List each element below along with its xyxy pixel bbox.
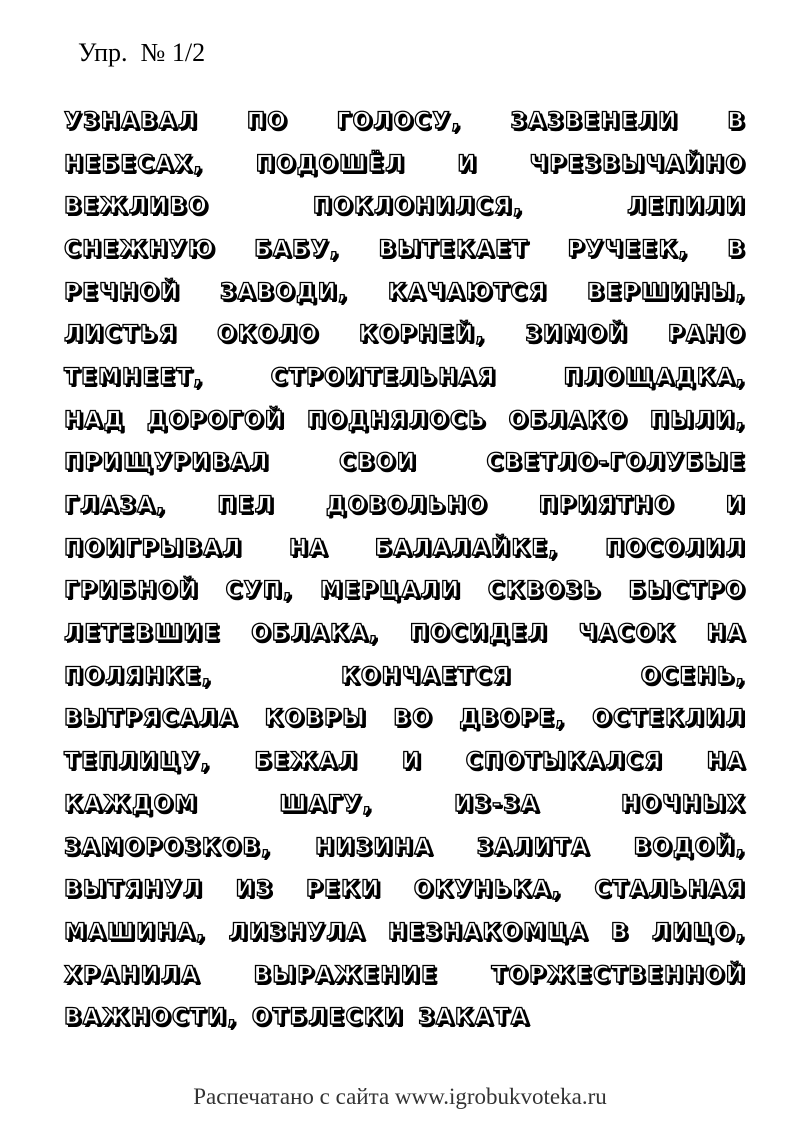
word: И — [401, 749, 423, 775]
word: БЫСТРО — [628, 578, 746, 604]
word: СПОТЫКАЛСЯ — [465, 749, 664, 775]
word: ПОСОЛИЛ — [605, 535, 746, 561]
word: ИЗ-ЗА — [453, 791, 540, 817]
text-line — [64, 527, 746, 570]
word: ПО — [246, 108, 288, 134]
word: ТЕПЛИЦУ, — [64, 749, 211, 775]
text-line — [64, 271, 746, 314]
word: ПОДНЯЛОСЬ — [306, 407, 487, 433]
word: ПОДОШЁЛ — [255, 151, 406, 177]
text-line — [64, 442, 746, 485]
word: КОВРЫ — [264, 706, 367, 732]
word: ПОСИДЕЛ — [409, 621, 549, 647]
text-line — [64, 954, 746, 997]
word: ВОДОЙ, — [633, 834, 746, 860]
word: БАБУ, — [254, 236, 341, 262]
word: ВЕРШИНЫ, — [586, 279, 746, 305]
word: ЛИСТЬЯ — [64, 322, 178, 348]
word: ГЛАЗА, — [64, 493, 167, 519]
word: ПЕЛ — [217, 493, 275, 519]
word: ЗАМОРОЗКОВ, — [64, 834, 272, 860]
word: ПОЛЯНКЕ, — [64, 663, 213, 689]
text-line — [64, 868, 746, 911]
footer-source-note: Распечатано с сайта www.igrobukvoteka.ru — [193, 1084, 607, 1109]
word: ОСТЕКЛИЛ — [592, 706, 746, 732]
word: КОНЧАЕТСЯ — [340, 663, 512, 689]
word: ПРИЩУРИВАЛ — [64, 450, 270, 476]
text-line — [64, 313, 746, 356]
word: НА — [706, 749, 746, 775]
word: ОБЛАКА, — [251, 621, 380, 647]
text-line — [64, 356, 746, 399]
word: ЗАКАТА — [418, 1005, 530, 1031]
word: В — [610, 919, 630, 945]
word: В — [727, 236, 746, 262]
text-line — [64, 612, 746, 655]
text-line — [64, 100, 746, 143]
word: НИЗИНА — [314, 834, 434, 860]
text-line — [64, 740, 746, 783]
word: ОКОЛО — [216, 322, 320, 348]
text-line — [64, 143, 746, 186]
text-line — [64, 911, 746, 954]
word: МАШИНА, — [64, 919, 207, 945]
word: ШАГУ, — [279, 791, 373, 817]
text-line — [64, 484, 746, 527]
word: ВАЖНОСТИ, — [64, 1005, 238, 1031]
word: ТОРЖЕСТВЕННОЙ — [491, 962, 746, 988]
word: ВЕЖЛИВО — [64, 194, 209, 220]
word: ОКУНЬКА, — [413, 877, 562, 903]
word: ВЫТЯНУЛ — [64, 877, 204, 903]
exercise-text — [64, 100, 746, 1039]
word: ЛИЗНУЛА — [228, 919, 366, 945]
word: ПОКЛОНИЛСЯ, — [312, 194, 524, 220]
word: ЗИМОЙ — [525, 322, 629, 348]
word: ПРИЯТНО — [538, 493, 675, 519]
word: РЕКИ — [305, 877, 382, 903]
word: НА — [706, 621, 746, 647]
text-line — [64, 655, 746, 698]
word: ДВОРЕ, — [459, 706, 566, 732]
word: КОРНЕЙ, — [358, 322, 486, 348]
word: ЗАВОДИ, — [219, 279, 349, 305]
text-line — [64, 698, 746, 741]
word: РУЧЕЕК, — [567, 236, 689, 262]
word: ОБЛАКО — [508, 407, 628, 433]
text-line — [64, 399, 746, 442]
word: СВЕТЛО-ГОЛУБЫЕ — [486, 450, 746, 476]
word: ЛЕПИЛИ — [627, 194, 746, 220]
text-line — [64, 826, 746, 869]
word: БЕЖАЛ — [254, 749, 359, 775]
word: ОСЕНЬ, — [640, 663, 746, 689]
text-line — [64, 228, 746, 271]
word: НЕЗНАКОМЦА — [387, 919, 589, 945]
word: МЕРЦАЛИ — [320, 578, 462, 604]
word: ХРАНИЛА — [64, 962, 201, 988]
word: ВЫТРЯСАЛА — [64, 706, 239, 732]
word: ЗАЗВЕНЕЛИ — [510, 108, 679, 134]
word: ДОВОЛЬНО — [325, 493, 488, 519]
word: НА — [288, 535, 329, 561]
word: ЧАСОК — [578, 621, 677, 647]
word: СТАЛЬНАЯ — [594, 877, 746, 903]
text-line — [64, 570, 746, 613]
word: КАЖДОМ — [64, 791, 199, 817]
word: ГРИБНОЙ — [64, 578, 199, 604]
text-line — [64, 185, 746, 228]
word: ЗАЛИТА — [476, 834, 591, 860]
word: В — [727, 108, 746, 134]
word: ПОИГРЫВАЛ — [64, 535, 243, 561]
word: НАД — [64, 407, 126, 433]
text-line — [64, 783, 746, 826]
word: ИЗ — [235, 877, 274, 903]
word: СТРОИТЕЛЬНАЯ — [270, 364, 497, 390]
word: ВЫРАЖЕНИЕ — [253, 962, 439, 988]
text-line — [64, 996, 746, 1039]
word: РЕЧНОЙ — [64, 279, 181, 305]
word: ПЛОЩАДКА, — [563, 364, 746, 390]
word: СНЕЖНУЮ — [64, 236, 216, 262]
word: И — [457, 151, 478, 177]
word: БАЛАЛАЙКЕ, — [374, 535, 559, 561]
word: ЧРЕЗВЫЧАЙНО — [529, 151, 746, 177]
word: УЗНАВАЛ — [64, 108, 199, 134]
word: НОЧНЫХ — [620, 791, 746, 817]
word: ВЫТЕКАЕТ — [378, 236, 530, 262]
word: НЕБЕСАХ, — [64, 151, 204, 177]
word: ЛЕТЕВШИЕ — [64, 621, 221, 647]
word: ВО — [393, 706, 433, 732]
word: ПЫЛИ, — [649, 407, 746, 433]
word: ГОЛОСУ, — [336, 108, 462, 134]
word: И — [725, 493, 746, 519]
word: СВОИ — [339, 450, 418, 476]
word: СУП, — [225, 578, 294, 604]
word: ЛИЦО, — [651, 919, 746, 945]
word: РАНО — [667, 322, 746, 348]
word: СКВОЗЬ — [487, 578, 602, 604]
word: ТЕМНЕЕТ, — [64, 364, 204, 390]
word: ДОРОГОЙ — [146, 407, 286, 433]
word: ОТБЛЕСКИ — [251, 1005, 405, 1031]
exercise-label: Упр. № 1/2 — [78, 38, 206, 67]
word: КАЧАЮТСЯ — [387, 279, 548, 305]
